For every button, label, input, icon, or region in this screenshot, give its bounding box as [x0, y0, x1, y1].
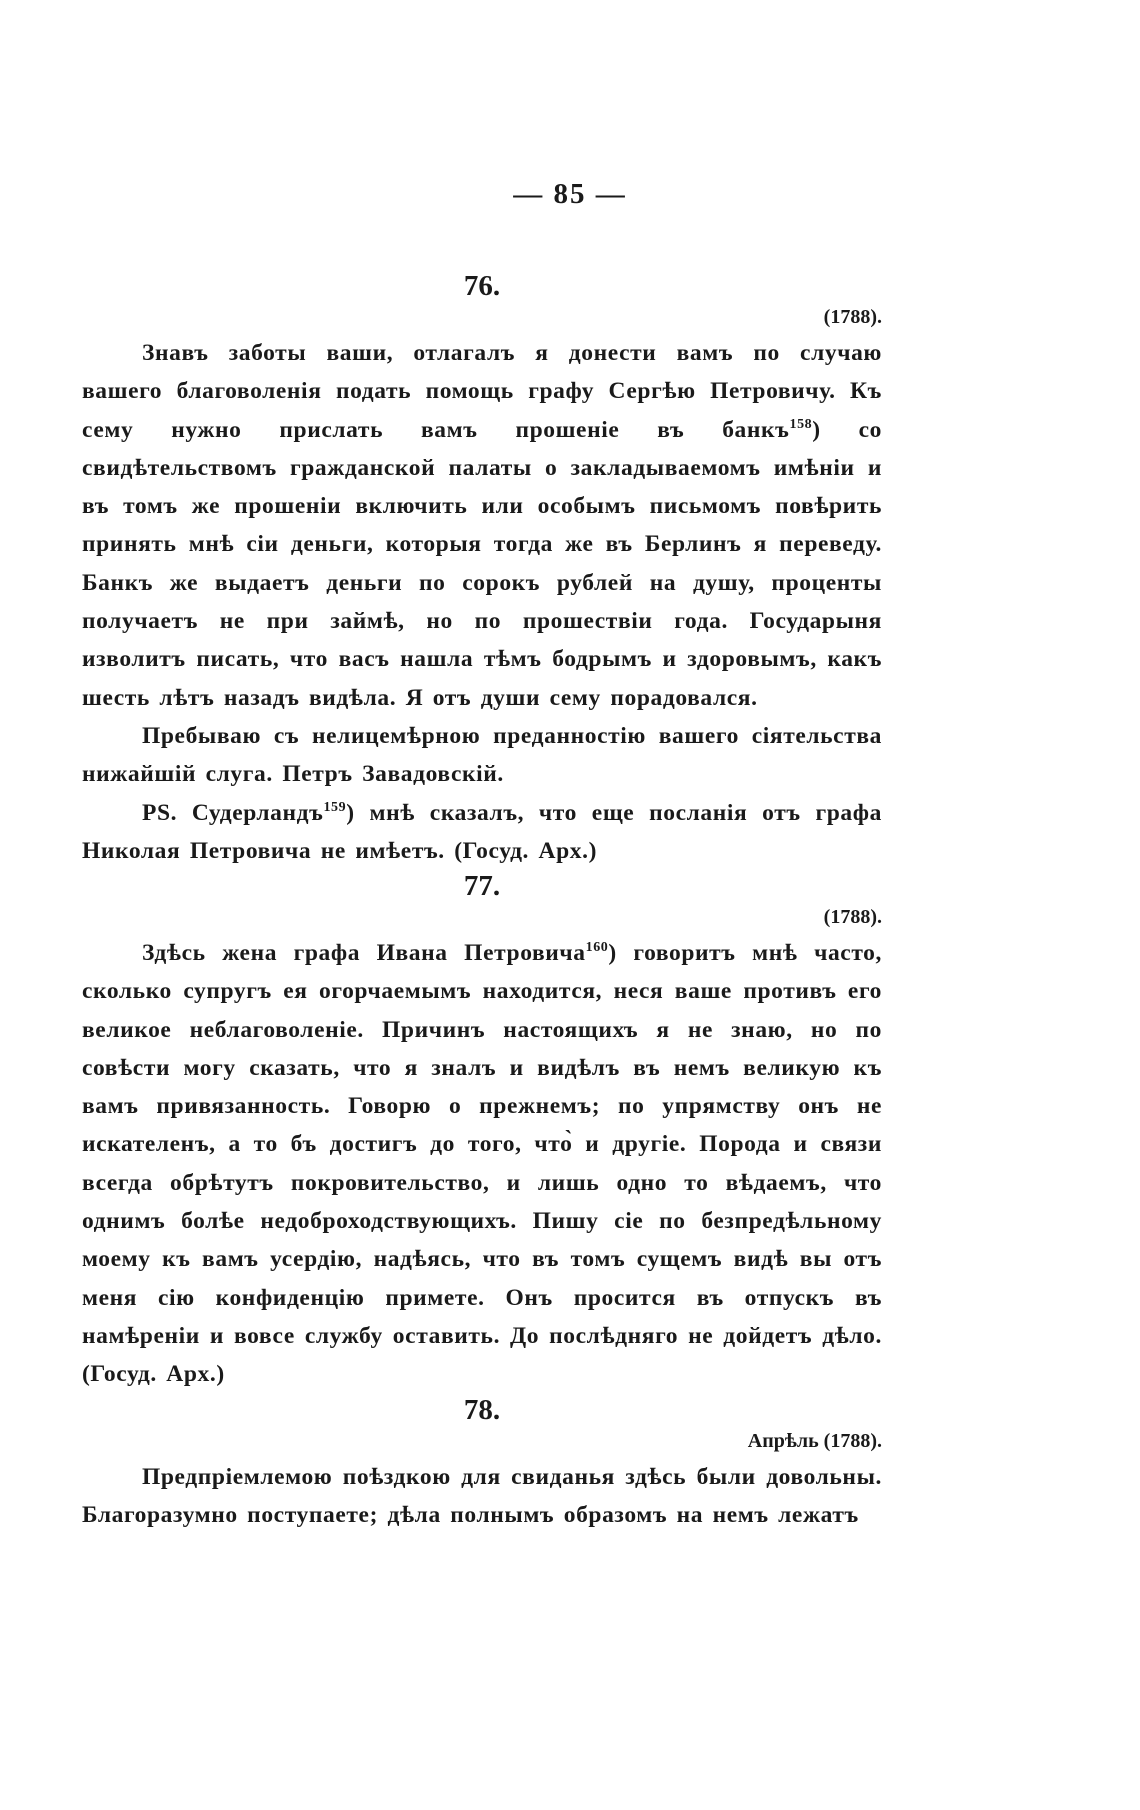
paragraph-text: Здѣсь жена графа Ивана Петровича [142, 940, 586, 966]
letter-76 [82, 268, 882, 870]
paragraph [82, 1458, 882, 1535]
paragraph [82, 334, 882, 717]
paragraph-text-after: ) со свидѣтельствомъ гражданской палаты о закладываемомъ имѣніи и въ томъ же прошеніи включить или особымъ письмомъ повѣрить принять мнѣ сіи деньги, которыя тогда же въ Берлинъ я переведу. Банкъ же выдаетъ деньги по сорокъ рублей на душу, проценты получаетъ не при займѣ, но по прошествіи года. Государыня изволитъ писать, что васъ нашла тѣмъ бодрымъ и здоровымъ, какъ шесть лѣтъ назадъ видѣла. Я отъ души сему порадовался. [82, 416, 883, 711]
letter-number: 77. [463, 870, 501, 902]
letter-number: 78. [463, 1394, 501, 1426]
paragraph [82, 794, 882, 871]
letter-number: 76. [463, 270, 501, 302]
footnote-ref: 159 [323, 799, 347, 815]
letter-date: (1788). [823, 306, 882, 328]
footnote-ref: 158 [789, 416, 813, 432]
letter-78 [82, 1392, 882, 1535]
letter-date: (1788). [823, 906, 882, 928]
letter-77 [82, 868, 882, 1394]
paragraph-text-after: ) говоритъ мнѣ часто, сколько супругъ ея огорчаемымъ находится, неся ваше противъ его великое неблаговоленіе. Причинъ настоящихъ я не знаю, но по совѣсти могу сказать, что я зналъ и видѣлъ въ немъ великую къ вамъ привязанность. Говорю о прежнемъ; по упрямству онъ не искателенъ, а то бъ достигъ до того, что̀ и другіе. Порода и связи всегда обрѣтутъ покровительство, и лишь одно то вѣдаемъ, что однимъ болѣе недоброходствующихъ. Пишу сіе по безпредѣльному моему къ вамъ усердію, надѣясь, что въ томъ сущемъ видѣ вы отъ меня сію конфиденцію примете. Онъ просится въ отпускъ въ намѣреніи и вовсе службу оставить. До послѣдняго не дойдетъ дѣло. (Госуд. Арх.) [82, 940, 882, 1388]
paragraph-text-after: ) мнѣ сказалъ, что еще посланія отъ графа Николая Петровича не имѣетъ. (Госуд. Арх.) [82, 799, 882, 864]
page-number: — 85 — [513, 178, 627, 210]
footnote-ref: 160 [585, 940, 609, 956]
paragraph-text: Предпріемлемою поѣздкою для свиданья здѣсь были довольны. Благоразумно поступаете; дѣла полнымъ образомъ на немъ лежатъ [82, 1464, 882, 1529]
paragraph [82, 717, 882, 794]
paragraph-text: Пребываю съ нелицемѣрною преданностію вашего сіятельства нижайшій слуга. Петръ Завадовскій. [82, 722, 882, 788]
paragraph [82, 934, 882, 1394]
paragraph-text: Знавъ заботы ваши, отлагалъ я донести вамъ по случаю вашего благоволенія подать помощь графу Сергѣю Петровичу. Къ сему нужно прислать вамъ прошеніе въ банкъ [82, 340, 882, 443]
letter-date: Апрѣль (1788). [747, 1430, 882, 1452]
paragraph-text: PS. Судерландъ [142, 799, 324, 826]
